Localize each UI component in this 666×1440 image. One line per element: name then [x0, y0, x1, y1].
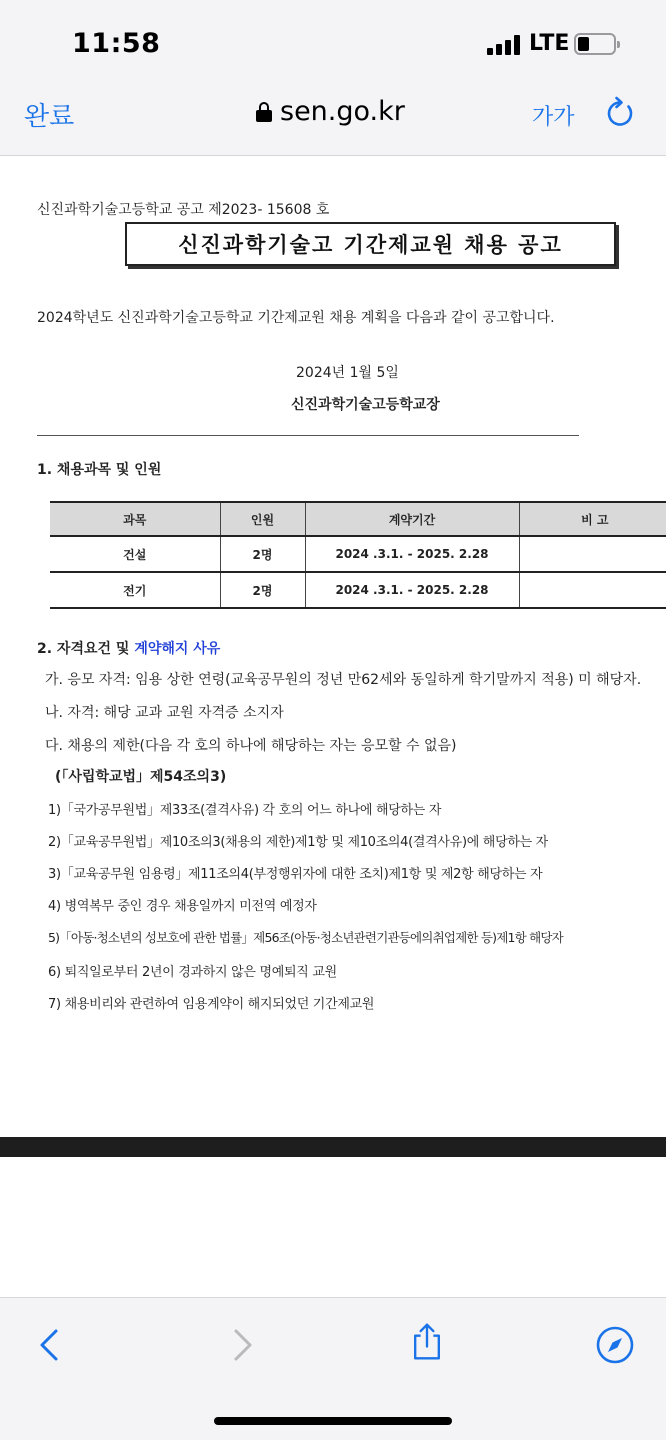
table-row	[50, 536, 666, 572]
address-bar[interactable]	[256, 96, 405, 127]
back-icon[interactable]	[30, 1325, 70, 1365]
divider	[37, 435, 579, 436]
lock-icon	[256, 102, 272, 122]
table-header-row	[50, 502, 666, 536]
table-cell: 2024 .3.1. - 2025. 2.28	[305, 572, 519, 608]
share-icon[interactable]	[407, 1322, 447, 1362]
intro-text: 2024학년도 신진과학기술고등학교 기간제교원 채용 계획을 다음과 같이 공고합니다.	[37, 310, 555, 326]
recruitment-table	[50, 501, 666, 609]
table-cell: 2명	[220, 572, 305, 608]
table-cell: 전기	[50, 572, 220, 608]
network-type: LTE	[529, 31, 570, 56]
text-size-button[interactable]: 가가	[532, 105, 575, 130]
page-divider-bar	[0, 1137, 666, 1157]
qualification-ga: 가. 응모 자격: 임용 상한 연령(교육공무원의 정년 만62세와 동일하게 학기말까지 적용) 미 해당자.	[45, 672, 642, 688]
safari-top-bar	[0, 0, 666, 156]
forward-icon[interactable]	[222, 1325, 262, 1365]
page-blank-area	[0, 1157, 666, 1297]
column-header: 과목	[50, 502, 220, 536]
signal-icon	[487, 35, 521, 55]
qualification-na: 나. 자격: 해당 교과 교원 자격증 소지자	[45, 705, 284, 721]
restriction-item: 1)「국가공무원법」제33조(결격사유) 각 호의 어느 하나에 해당하는 자	[48, 803, 442, 818]
table-cell	[519, 572, 666, 608]
law-reference: (「사립학교법」제54조의3)	[55, 769, 227, 785]
restriction-item: 7) 채용비리와 관련하여 임용계약이 해지되었던 기간제교원	[48, 997, 375, 1012]
table-cell: 2명	[220, 536, 305, 572]
column-header: 인원	[220, 502, 305, 536]
status-time: 11:58	[72, 28, 161, 59]
compass-icon[interactable]	[595, 1325, 635, 1365]
home-indicator	[214, 1417, 452, 1425]
battery-icon	[574, 33, 616, 55]
column-header: 계약기간	[305, 502, 519, 536]
restriction-item: 3)「교육공무원 임용령」제11조의4(부정행위자에 대한 조치)제1항 및 제2항 해당하는 자	[48, 867, 543, 882]
page-title: 신진과학기술고 기간제교원 채용 공고	[178, 233, 563, 257]
notice-document	[0, 157, 666, 1137]
section1-heading: 1. 채용과목 및 인원	[37, 462, 162, 478]
table-cell: 건설	[50, 536, 220, 572]
title-box	[125, 222, 616, 266]
notice-date: 2024년 1월 5일	[296, 365, 399, 381]
restriction-item: 5)「아동·청소년의 성보호에 관한 법률」제56조(아동·청소년관련기관등에의취업제한 등)제1항 해당자	[48, 930, 563, 945]
done-button[interactable]: 완료	[24, 102, 75, 132]
table-cell: 2024 .3.1. - 2025. 2.28	[305, 536, 519, 572]
table-cell	[519, 536, 666, 572]
section2-heading-prefix: 2. 자격요건 및	[37, 641, 135, 657]
table-row	[50, 572, 666, 608]
restriction-item: 2)「교육공무원법」제10조의3(채용의 제한)제1항 및 제10조의4(결격사유)에 해당하는 자	[48, 835, 548, 850]
qualification-da: 다. 채용의 제한(다음 각 호의 하나에 해당하는 자는 응모할 수 없음)	[45, 738, 457, 754]
section2-heading	[37, 638, 220, 658]
reload-icon[interactable]	[604, 96, 636, 130]
restriction-item: 6) 퇴직일로부터 2년이 경과하지 않은 명예퇴직 교원	[48, 965, 337, 980]
principal-name: 신진과학기술고등학교장	[291, 397, 440, 413]
url-text: sen.go.kr	[280, 96, 405, 127]
section2-heading-highlight: 계약해지 사유	[134, 641, 221, 657]
restriction-item: 4) 병역복무 중인 경우 채용일까지 미전역 예정자	[48, 899, 317, 914]
notice-number: 신진과학기술고등학교 공고 제2023- 15608 호	[37, 202, 330, 218]
column-header: 비 고	[519, 502, 666, 536]
